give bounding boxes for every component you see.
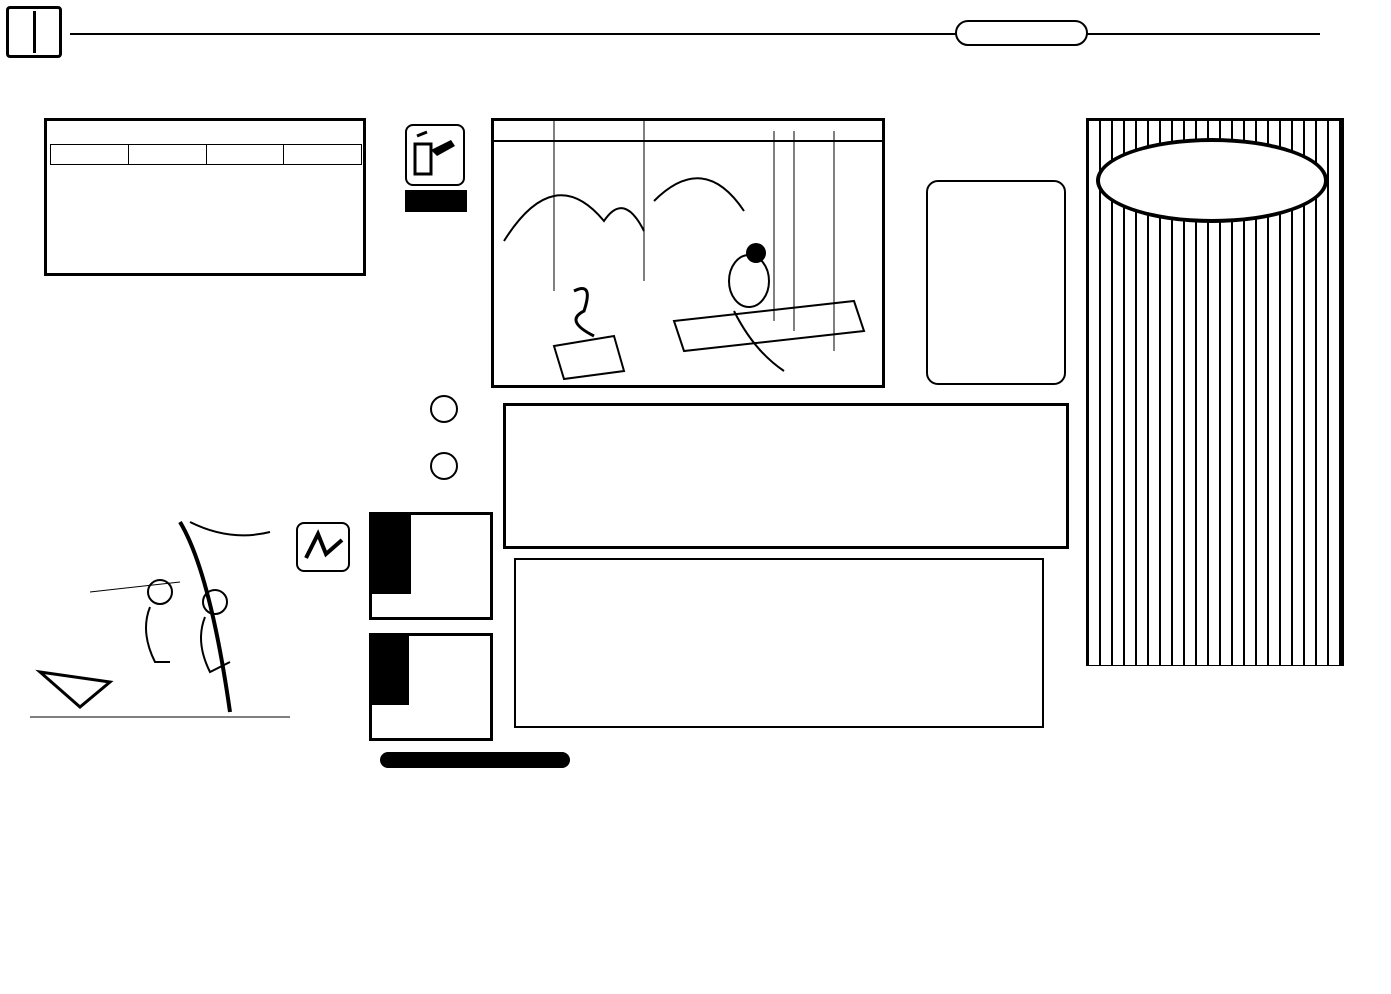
quote-body (955, 186, 1059, 376)
book-icon (6, 6, 62, 58)
stats-header (284, 145, 362, 165)
stats-header (128, 145, 206, 165)
zodiac-cells (514, 558, 988, 728)
band-bottom (22, 970, 1391, 994)
hand-icon (405, 124, 465, 186)
band-right (1364, 110, 1388, 970)
wave-label (405, 190, 467, 212)
cold-number (430, 395, 458, 423)
stats-header (206, 145, 284, 165)
horse-emblem (508, 412, 568, 532)
year-label-bg (369, 512, 411, 594)
band-top (0, 84, 1391, 108)
stats-table (50, 144, 362, 165)
rabbit-icon (296, 522, 350, 572)
results-title (380, 752, 570, 768)
solve-poem (235, 612, 363, 852)
stats-header (51, 145, 129, 165)
notice-text (50, 282, 410, 507)
stats-frame (44, 118, 366, 276)
title-oval (1096, 138, 1328, 223)
scene-illustration (491, 118, 885, 388)
horse-riddle-frame (503, 403, 1069, 549)
trend-dot-grid (693, 762, 1303, 952)
bet-times-frame (1080, 666, 1348, 744)
cold-number (430, 452, 458, 480)
issue-badge (955, 20, 1088, 46)
band-left (2, 110, 26, 970)
period-label-bg (369, 633, 409, 705)
header-rule (70, 33, 1320, 35)
